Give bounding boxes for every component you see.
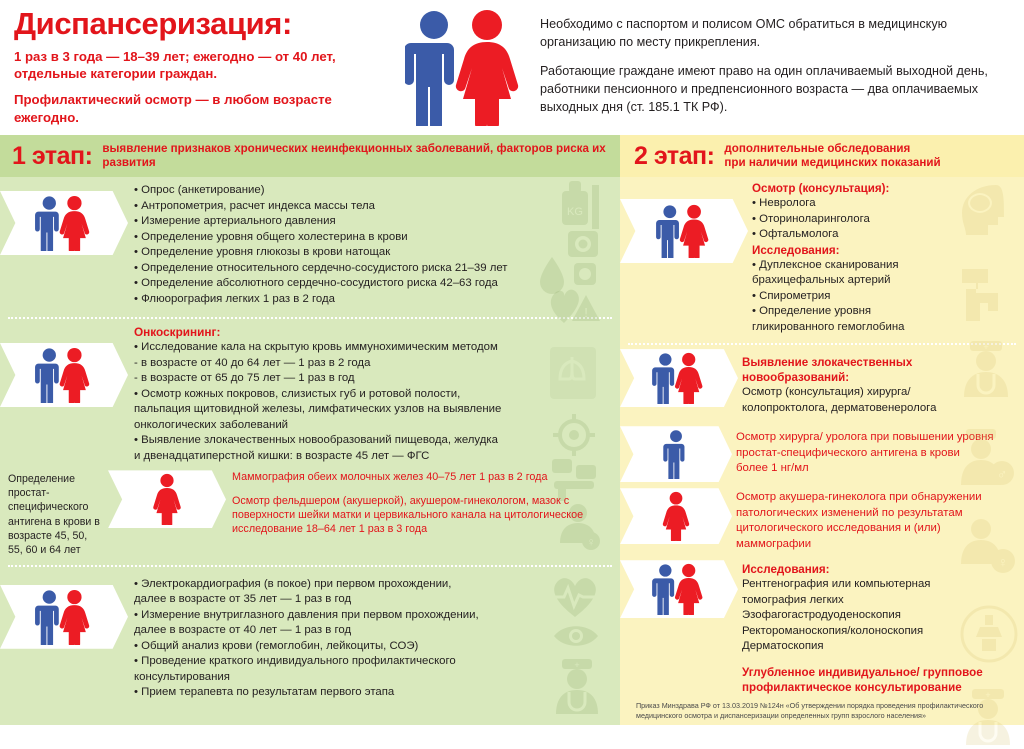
stage-2-block-1-text: [748, 177, 1024, 337]
man-woman-pair-icon: [647, 352, 711, 404]
svg-text:+: +: [985, 690, 991, 700]
stage-1-header: [0, 135, 620, 177]
list-item: • Определение уровня: [752, 305, 872, 318]
svg-text:+: +: [983, 342, 989, 352]
stage-2-description-line-1: дополнительные обследования: [724, 141, 911, 155]
prostate-description: Определение простат-специфического антигена в крови в возрасте 45, 50, 55, 60 и 64 лет: [8, 473, 100, 556]
chevron-banner-2: [0, 343, 128, 407]
stage-2-block-3-text: [732, 426, 1024, 479]
man-woman-pair-icon: [651, 204, 717, 258]
chevron-banner-r4: [620, 488, 732, 544]
man-woman-pair-icon: [29, 589, 99, 645]
urologist-text: Осмотр хирурга/ уролога при повышении уровня простат-специфического антигена в крови более 1 нг/мл: [736, 431, 994, 475]
list-item: • Измерение артериального давления: [134, 215, 336, 227]
malignancy-text: Осмотр (консультация) хирурга/ колопроктолога, дерматовенеролога: [742, 386, 937, 414]
stage-2-block-4: [620, 488, 1024, 554]
svg-text:+: +: [574, 660, 580, 670]
woman-icon: [147, 473, 187, 525]
list-item: • Невролога: [752, 197, 816, 210]
section-divider-r1: [628, 343, 1016, 345]
list-item: • Осмотр кожных покровов, слизистых губ и ротовой полости,: [134, 387, 461, 400]
onco-screening-title: Онкоскрининг:: [134, 325, 221, 339]
list-item: Эзофагогастродуоденоскопия: [742, 609, 901, 622]
stage-1-section-4: [0, 573, 620, 703]
research-list: [752, 258, 994, 336]
research-list-2: [742, 577, 994, 655]
research-title-2: Исследования:: [742, 563, 830, 577]
list-item: • Общий анализ крови (гемоглобин, лейкоциты, СОЭ): [134, 639, 419, 652]
stage-1-section-1-text: [128, 177, 620, 309]
list-item: Ректороманоскопия/колоноскопия: [742, 624, 924, 637]
stage-1-panel: [0, 135, 620, 725]
consultation-list: [752, 196, 994, 243]
header-notes: [530, 0, 1024, 135]
list-item: пальпация щитовидной железы, лимфатических узлов на выявление: [134, 403, 502, 416]
list-item: - в возрасте от 65 до 75 лет — 1 раз в год: [134, 372, 355, 385]
prostate-text-block: [0, 468, 108, 558]
list-item: онкологических заболеваний: [134, 418, 289, 431]
header-figures: [400, 0, 530, 135]
stage-1-list-4: [134, 577, 614, 701]
svg-text:♀: ♀: [997, 554, 1009, 570]
mammography-text-block: [226, 468, 620, 536]
research-title: Исследования:: [752, 243, 840, 257]
list-item: • Опрос (анкетирование): [134, 184, 265, 196]
list-item: • Офтальмолога: [752, 228, 839, 241]
list-item: • Антропометрия, расчет индекса массы тела: [134, 199, 376, 212]
list-item: • Исследование кала на скрытую кровь иммунохимическим методом: [134, 341, 498, 354]
man-woman-pair-icon: [29, 195, 99, 251]
list-item: и двенадцатиперстной кишки: в возрасте 45 лет — ФГС: [134, 449, 430, 462]
chevron-banner-r3: [620, 426, 732, 482]
list-item: томография легких: [742, 593, 844, 606]
man-woman-pair-icon: [647, 563, 711, 615]
stage-1-list-1: [134, 183, 614, 307]
stage-1-section-1: [0, 177, 620, 309]
stage-2-block-2: [620, 349, 1024, 418]
stage-2-block-1: [620, 177, 1024, 337]
list-item: брахицефальных артерий: [752, 274, 891, 287]
stage-2-block-2-text: [738, 349, 1024, 418]
stage-2-number: 2 этап:: [634, 141, 715, 170]
stage-2-header: [620, 135, 1024, 177]
list-item: консультирования: [134, 670, 230, 683]
chevron-banner-r5: [620, 560, 738, 618]
stage-2-block-5: [620, 560, 1024, 697]
stage-2-block-3: [620, 426, 1024, 482]
list-item: далее в возрасте от 40 лет — 1 раз в год: [134, 624, 352, 637]
stage-1-number: 1 этап:: [12, 141, 93, 170]
section-divider-1: [8, 317, 612, 319]
stage-2-block-4-text: [732, 488, 1024, 554]
list-item: • Проведение краткого индивидуального профилактического: [134, 655, 456, 668]
stage-1-section-2-text: [128, 323, 620, 466]
list-item: • Выявление злокачественных новообразований пищевода, желудка: [134, 434, 498, 447]
list-item: - в возрасте от 40 до 64 лет — 1 раз в 2 года: [134, 356, 371, 369]
stage-2-description-line-2: при наличии медицинских показаний: [724, 156, 941, 169]
header-left: [0, 0, 400, 135]
svg-text:♂: ♂: [996, 466, 1008, 482]
consultation-title: Осмотр (консультация):: [752, 182, 890, 195]
chevron-banner-1: [0, 191, 128, 255]
stage-1-description: выявление признаков хронических неинфекционных заболеваний, факторов риска их развития: [102, 141, 606, 169]
mammography-line-2: Осмотр фельдшером (акушеркой), акушером-гинекологом, мазок с поверхности шейки матки и цервикального канала на цитологическое исследование 18–64 лет 1 раз в 3 года: [232, 494, 584, 536]
list-item: • Определение абсолютного сердечно-сосудистого риска 42–63 года: [134, 277, 498, 289]
list-item: • Спирометрия: [752, 289, 831, 302]
malignancy-title: Выявление злокачественных новообразований:: [742, 356, 913, 385]
stage-1-section-4-text: [128, 573, 620, 703]
header-note-1: Необходимо с паспортом и полисом ОМС обратиться в медицинскую организацию по месту прикрепления.: [540, 17, 948, 49]
header-subtitle-1: 1 раз в 3 года — 18–39 лет; ежегодно — от 40 лет, отдельные категории граждан.: [14, 48, 336, 81]
stage-2-description: [724, 142, 940, 170]
woman-icon: [659, 491, 693, 541]
header-band: [0, 0, 1024, 135]
legal-footer-note: Приказ Минздрава РФ от 13.03.2019 №124н «Об утверждении порядка проведения профилактического медицинского осмотра и диспансеризации определенных групп взрослого населения»: [636, 700, 984, 720]
list-item: гликированного гемоглобина: [752, 320, 905, 333]
list-item: Дерматоскопия: [742, 640, 824, 653]
man-icon: [659, 429, 693, 479]
list-item: • Электрокардиография (в покое) при первом прохождении,: [134, 577, 452, 590]
deep-consultation-text: Углубленное индивидуальное/ групповое профилактическое консультирование: [742, 665, 983, 694]
mammography-line-1: Маммография обеих молочных желез 40–75 лет 1 раз в 2 года: [232, 471, 548, 484]
stage-2-block-5-text: [738, 560, 1024, 697]
man-woman-pair-icon: [29, 347, 99, 403]
list-item: • Определение относительного сердечно-сосудистого риска 21–39 лет: [134, 261, 508, 274]
chevron-banner-r2: [620, 349, 738, 407]
svg-text:KG: KG: [567, 206, 583, 218]
stage-1-section-3: [0, 468, 620, 558]
list-item: • Дуплексное сканирования: [752, 258, 899, 271]
list-item: • Флюорография легких 1 раз в 2 года: [134, 292, 335, 305]
list-item: • Оториноларинголога: [752, 212, 870, 225]
header-note-2: Работающие граждане имеют право на один оплачиваемый выходной день, работники пенсионного и предпенсионного возраста — два оплачиваемых выходных дня (ст. 185.1 ТК РФ).: [540, 63, 988, 114]
section-divider-2: [8, 565, 612, 567]
list-item: Рентгенография или компьютерная: [742, 578, 931, 591]
gynecologist-text: Осмотр акушера-гинеколога при обнаружении патологических изменений по результатам цитологического исследования и (или) маммографии: [736, 491, 982, 550]
stage-1-list-2: [134, 340, 614, 464]
list-item: • Измерение внутриглазного давления при первом прохождении,: [134, 608, 479, 621]
page-title: Диспансеризация:: [14, 6, 292, 41]
stage-2-panel: [620, 135, 1024, 725]
list-item: • Определение уровня глюкозы в крови натощак: [134, 246, 391, 258]
man-woman-pair-icon: [405, 8, 525, 126]
chevron-banner-4: [0, 585, 128, 649]
svg-text:!: !: [584, 305, 588, 320]
list-item: • Определение уровня общего холестерина в крови: [134, 230, 408, 243]
stages-row: [0, 135, 1024, 725]
stage-1-section-2: [0, 323, 620, 466]
list-item: • Прием терапевта по результатам первого этапа: [134, 686, 395, 699]
list-item: далее в возрасте от 35 лет — 1 раз в год: [134, 593, 352, 606]
chevron-banner-r1: [620, 199, 748, 263]
chevron-banner-3: [108, 470, 226, 528]
header-subtitle-2: Профилактический осмотр — в любом возрасте ежегодно.: [14, 92, 332, 125]
svg-text:♀: ♀: [586, 535, 596, 549]
